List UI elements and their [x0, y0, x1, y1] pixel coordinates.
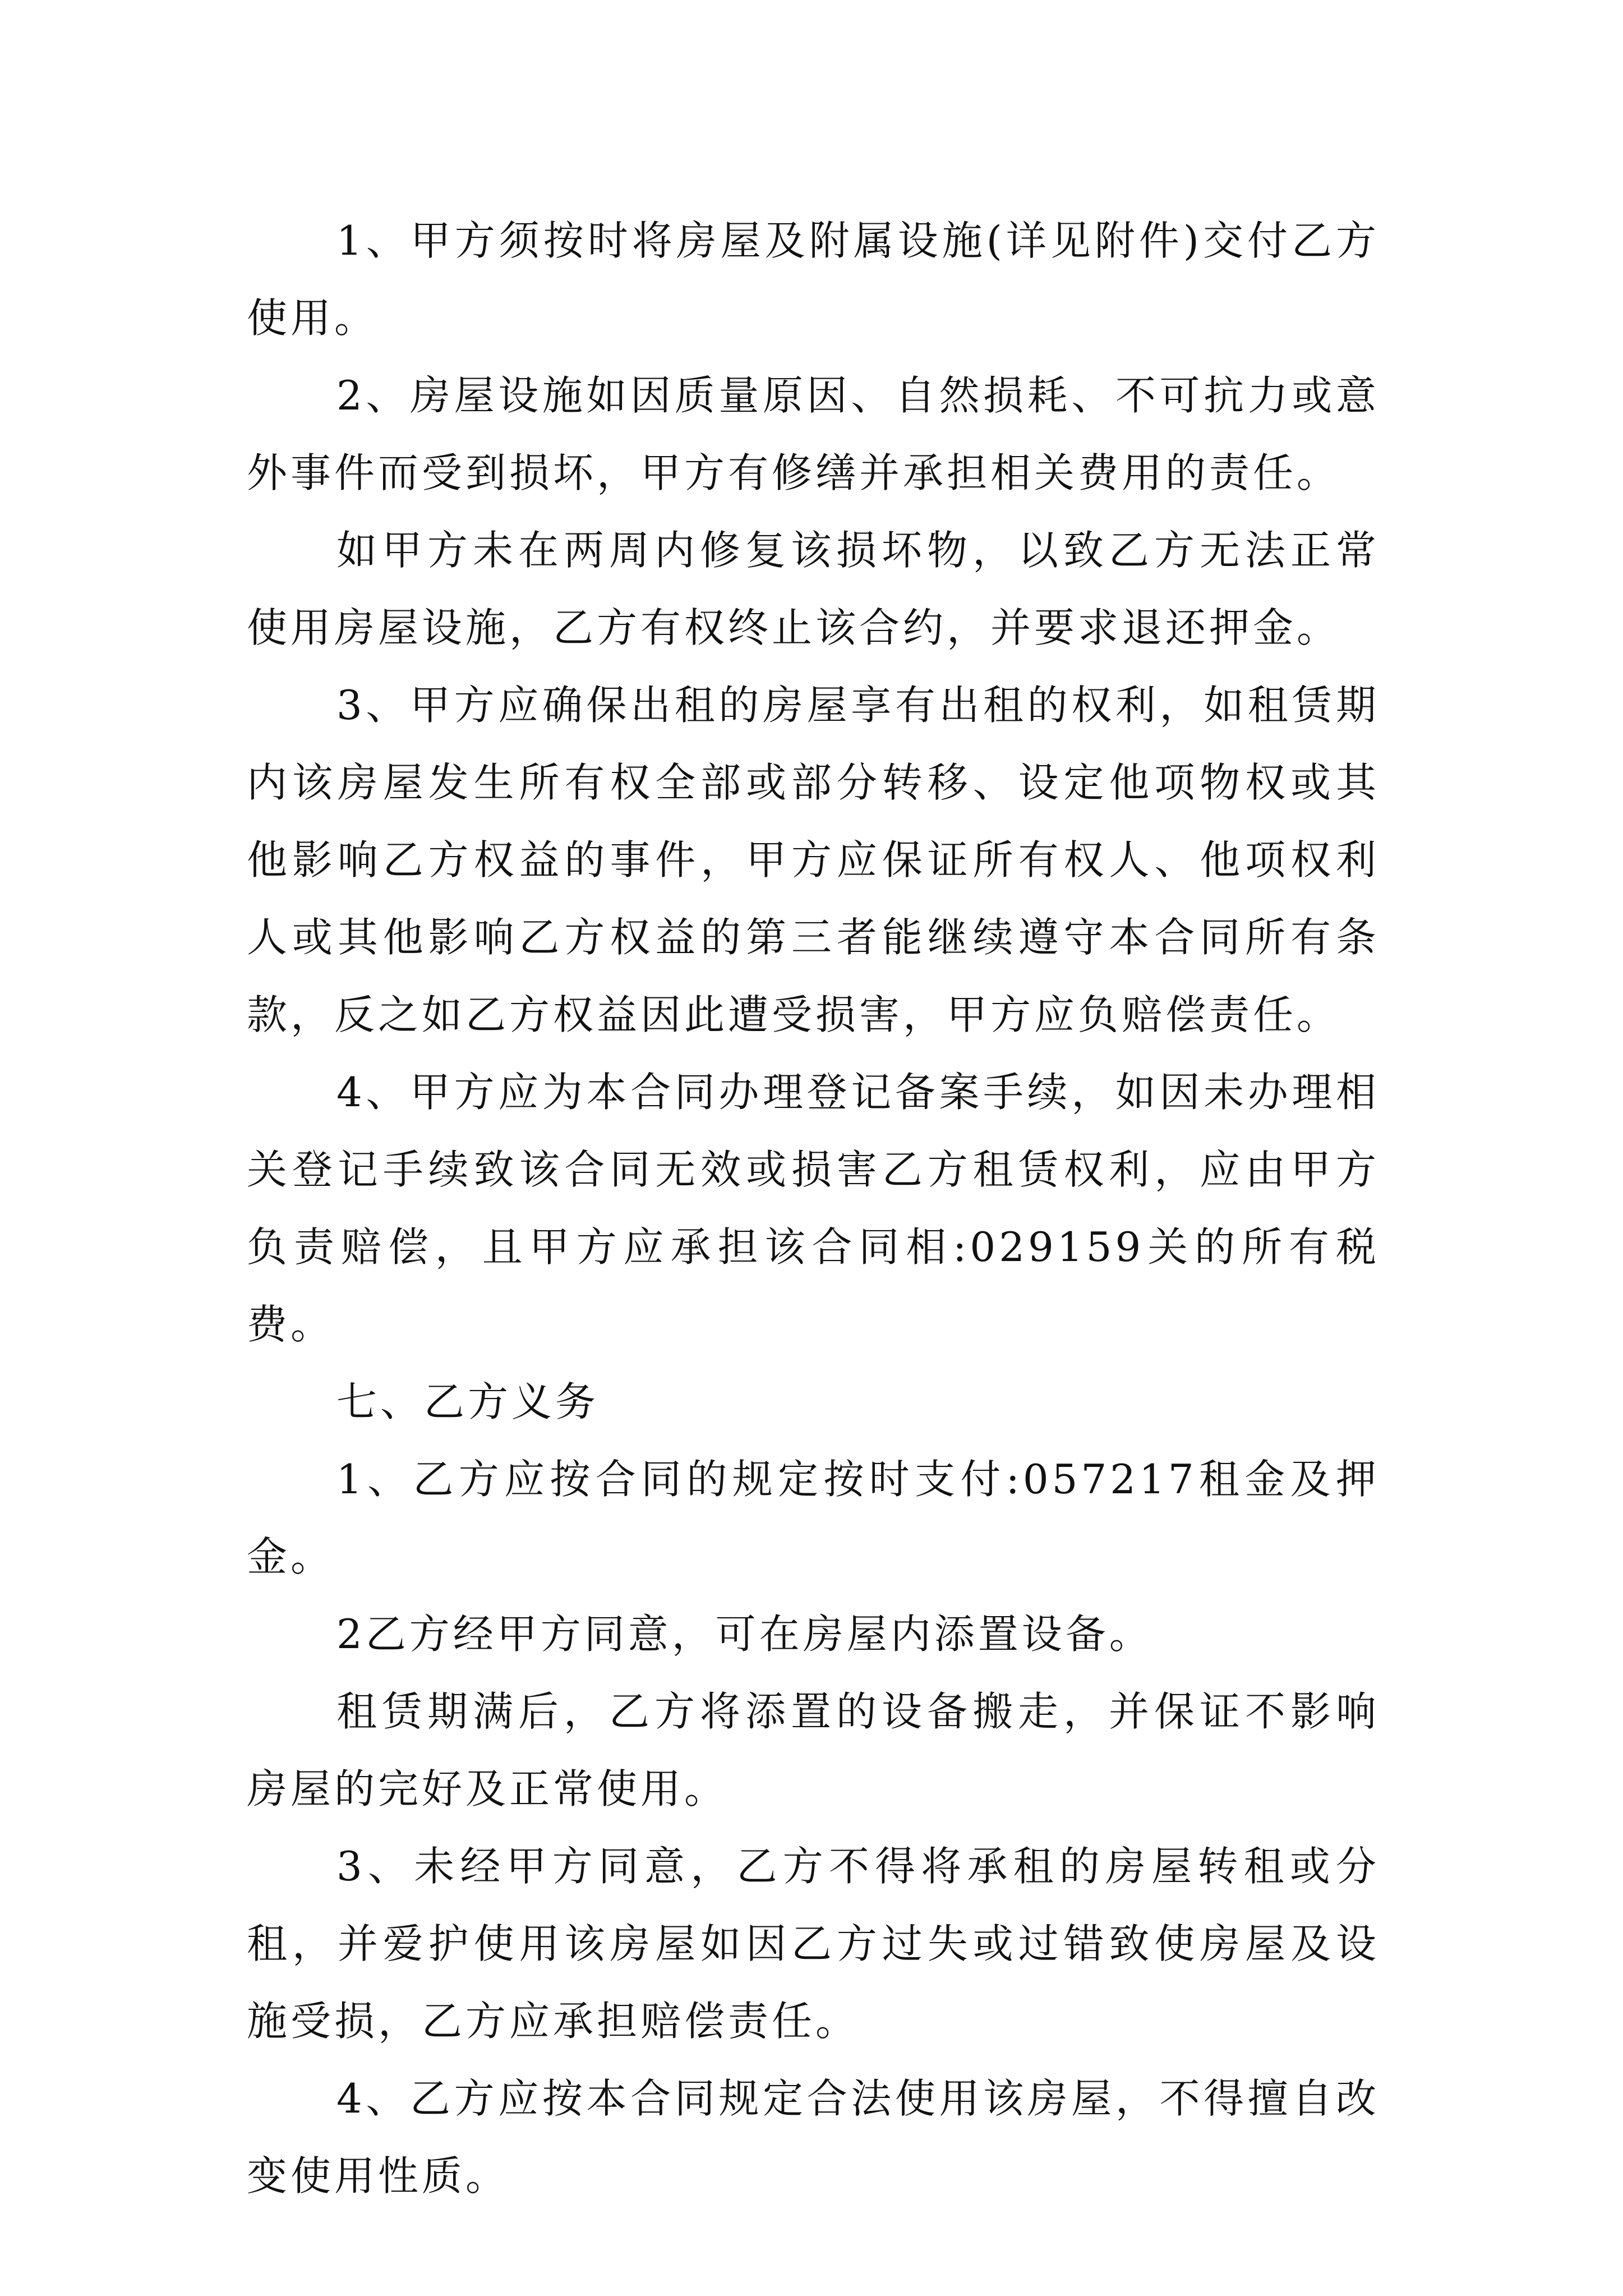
- document-body: [247, 202, 1380, 2215]
- paragraph-landlord-duty-1: 1、甲方须按时将房屋及附属设施(详见附件)交付乙方使用。: [247, 217, 1380, 342]
- paragraph-tenant-duty-4: 4、乙方应按本合同规定合法使用该房屋，不得擅自改变使用性质。: [247, 2075, 1380, 2200]
- paragraph-tenant-duty-3: 3、未经甲方同意，乙方不得将承租的房屋转租或分租，并爱护使用该房屋如因乙方过失或过错致使房屋及设施受损，乙方应承担赔偿责任。: [247, 1843, 1380, 2045]
- paragraph-landlord-duty-2: 2、房屋设施如因质量原因、自然损耗、不可抗力或意外事件而受到损坏，甲方有修缮并承担相关费用的责任。: [247, 372, 1380, 496]
- section-heading-tenant-duties: 七、乙方义务: [336, 1378, 600, 1425]
- paragraph-tenant-duty-1: 1、乙方应按合同的规定按时支付:057217租金及押金。: [247, 1456, 1380, 1580]
- paragraph-repair-deadline: 如甲方未在两周内修复该损坏物，以致乙方无法正常使用房屋设施，乙方有权终止该合约，并要求退还押金。: [247, 527, 1380, 651]
- paragraph-equipment-removal: 租赁期满后，乙方将添置的设备搬走，并保证不影响房屋的完好及正常使用。: [247, 1688, 1380, 1812]
- paragraph-tenant-duty-2: 2乙方经甲方同意，可在房屋内添置设备。: [336, 1611, 1153, 1658]
- paragraph-landlord-duty-3: 3、甲方应确保出租的房屋享有出租的权利，如租赁期内该房屋发生所有权全部或部分转移、设定他项物权或其他影响乙方权益的事件，甲方应保证所有权人、他项权利人或其他影响乙方权益的第三者能继续遵守本合同所有条款，反之如乙方权益因此遭受损害，甲方应负赔偿责任。: [247, 682, 1380, 1038]
- paragraph-landlord-duty-4: 4、甲方应为本合同办理登记备案手续，如因未办理相关登记手续致该合同无效或损害乙方租赁权利，应由甲方负责赔偿，且甲方应承担该合同相:029159关的所有税费。: [247, 1069, 1380, 1348]
